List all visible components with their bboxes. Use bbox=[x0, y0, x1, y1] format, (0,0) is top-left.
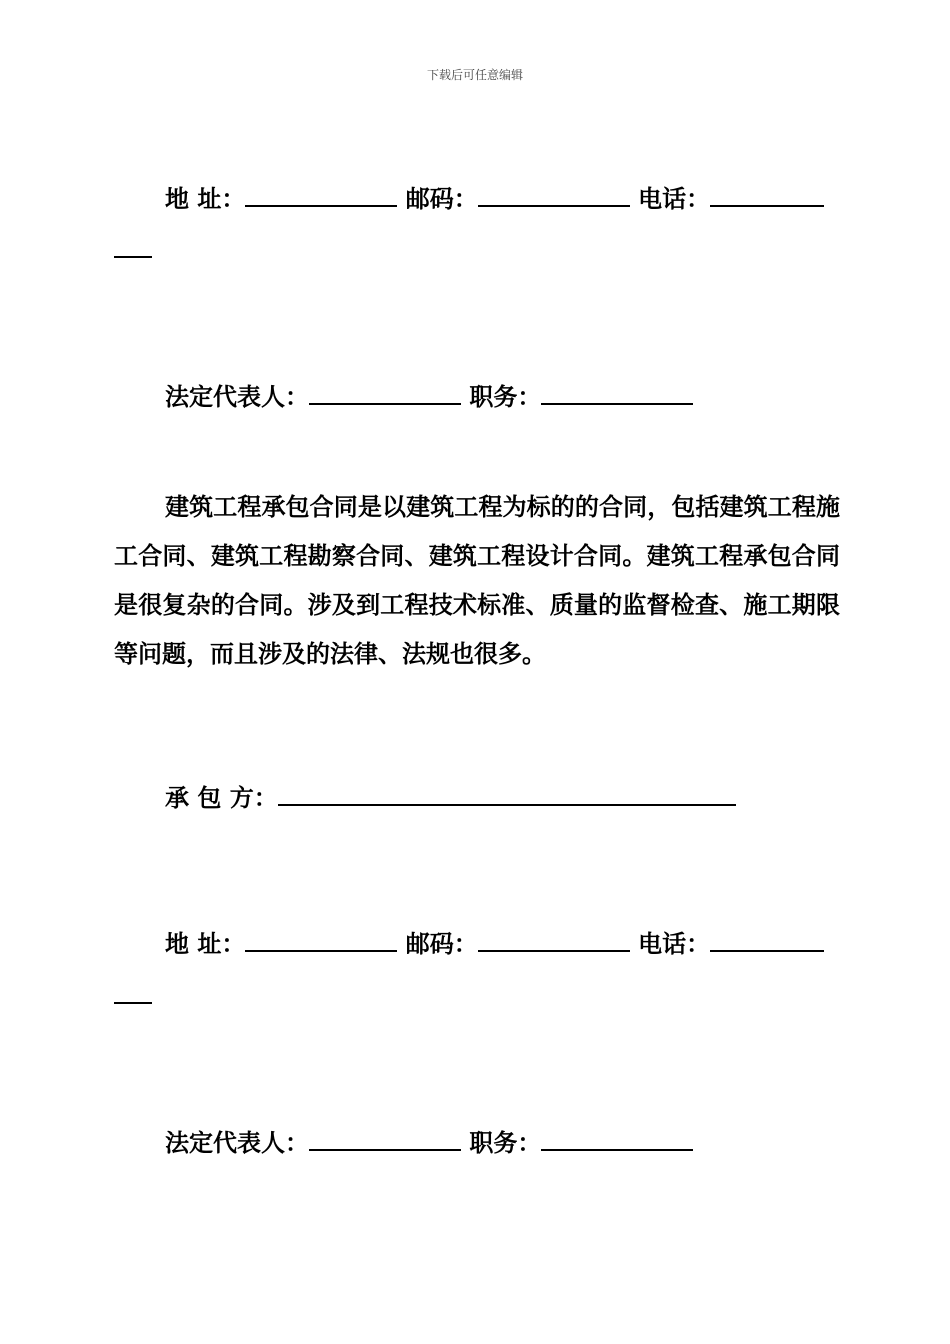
postcode-blank[interactable] bbox=[478, 932, 630, 952]
position-label: 职务： bbox=[469, 1128, 542, 1157]
representative-blank[interactable] bbox=[309, 385, 461, 405]
contractor-label: 承 包 方： bbox=[165, 783, 278, 812]
address-row-2 bbox=[114, 929, 889, 958]
position-blank[interactable] bbox=[541, 385, 693, 405]
representative-blank[interactable] bbox=[309, 1131, 461, 1151]
phone-blank[interactable] bbox=[710, 187, 824, 207]
address-label: 地 址： bbox=[165, 929, 246, 958]
phone-blank-continuation[interactable] bbox=[114, 256, 152, 258]
representative-label: 法定代表人： bbox=[165, 1128, 309, 1157]
address-label: 地 址： bbox=[165, 184, 246, 213]
contract-description-paragraph: 建筑工程承包合同是以建筑工程为标的的合同，包括建筑工程施工合同、建筑工程勘察合同、建筑工程设计合同。建筑工程承包合同是很复杂的合同。涉及到工程技术标准、质量的监督检查、施工期限等问题，而且涉及的法律、法规也很多。 bbox=[114, 492, 840, 668]
address-blank[interactable] bbox=[245, 932, 397, 952]
phone-blank[interactable] bbox=[710, 932, 824, 952]
contractor-blank[interactable] bbox=[278, 786, 736, 806]
postcode-label: 邮码： bbox=[405, 929, 478, 958]
position-label: 职务： bbox=[469, 382, 542, 411]
representative-row-1 bbox=[114, 382, 889, 411]
contractor-row bbox=[114, 783, 889, 812]
position-blank[interactable] bbox=[541, 1131, 693, 1151]
representative-row-2 bbox=[114, 1128, 889, 1157]
phone-label: 电话： bbox=[638, 929, 711, 958]
page-header: 下载后可任意编辑 bbox=[426, 68, 523, 82]
phone-blank-continuation[interactable] bbox=[114, 1002, 152, 1004]
address-row-1 bbox=[114, 184, 889, 213]
postcode-blank[interactable] bbox=[478, 187, 630, 207]
postcode-label: 邮码： bbox=[405, 184, 478, 213]
address-blank[interactable] bbox=[245, 187, 397, 207]
representative-label: 法定代表人： bbox=[165, 382, 309, 411]
phone-label: 电话： bbox=[638, 184, 711, 213]
